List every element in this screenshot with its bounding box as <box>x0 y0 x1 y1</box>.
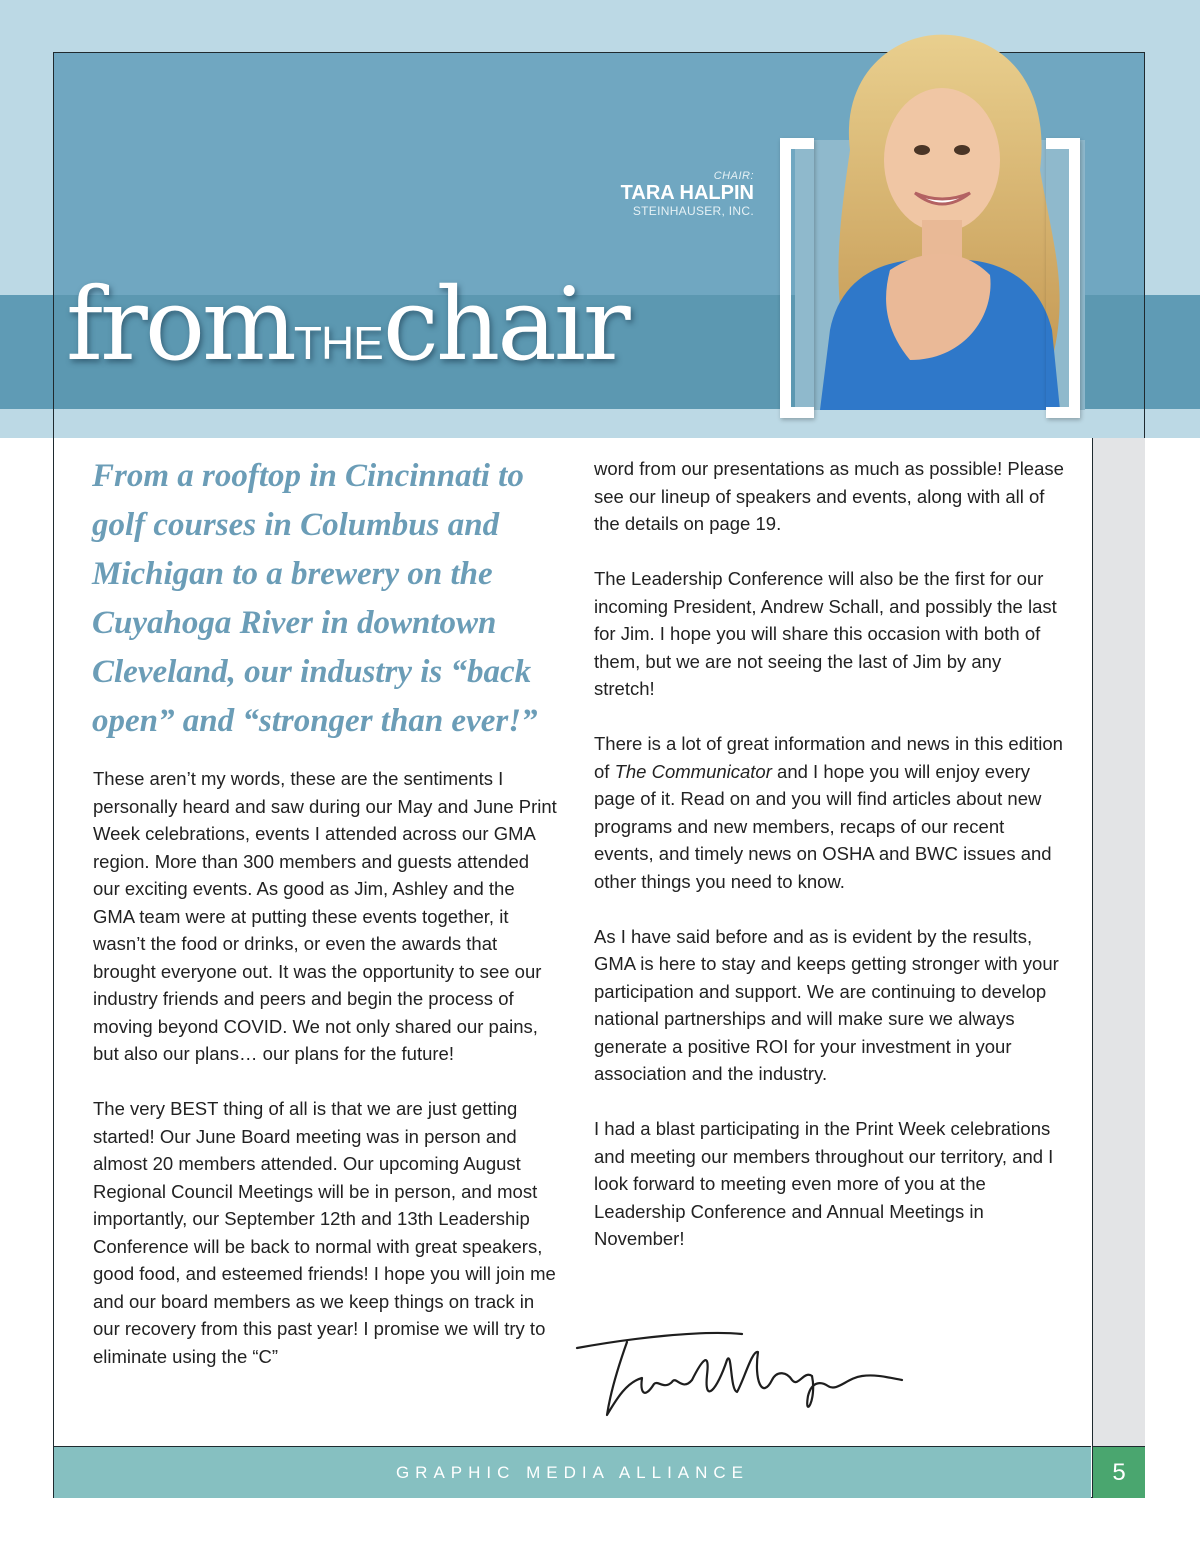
body-paragraph: I had a blast participating in the Print Week celebrations and meeting our members throughout our territory, and I look forward to meeting even more of you at the Leadership Conference and Annual Meetings in November! <box>594 1118 1054 1249</box>
page-title <box>66 266 628 383</box>
title-from: from <box>66 266 294 383</box>
title-the: THE <box>293 317 383 369</box>
body-paragraph: word from our presentations as much as possible! Please see our lineup of speakers and events, along with all of the details on page 19. <box>594 458 1064 534</box>
chair-credit <box>621 170 754 218</box>
body-paragraph <box>594 730 1064 895</box>
body-paragraph: The Leadership Conference will also be the first for our incoming President, Andrew Schall, and possibly the last for Jim. I hope you will share this occasion with both of them, but we are not seeing the last of Jim by any stretch! <box>594 568 1057 699</box>
header-bottom-band <box>54 409 1144 438</box>
right-bracket-decoration <box>1046 138 1080 418</box>
chair-label: CHAIR: <box>713 170 754 182</box>
portrait-photo <box>790 30 1090 410</box>
body-paragraph: As I have said before and as is evident by the results, GMA is here to stay and keeps getting stronger with your participation and support. We are continuing to develop national partnerships and will make sure we always generate a positive ROI for your investment in your association and the industry. <box>594 925 1059 1084</box>
page-number: 5 <box>1092 1446 1145 1498</box>
handwritten-signature <box>572 1320 912 1430</box>
chair-company: STEINHAUSER, INC. <box>632 204 754 218</box>
body-paragraph: These aren’t my words, these are the sentiments I personally heard and saw during our May and June Print Week celebrations, events I attended across our GMA region. More than 300 members and guests attended our exciting events. As good as Jim, Ashley and the GMA team were at putting these events together, it wasn’t the food or drinks, or even the awards that brought everyone out. It was the opportunity to see our industry friends and peers and begin the process of moving beyond COVID. We not only shared our pains, but also our plans… our plans for the future! <box>93 768 557 1064</box>
left-bracket-decoration <box>780 138 814 418</box>
publication-title: The Communicator <box>614 760 772 782</box>
right-column <box>594 455 1064 1280</box>
footer-bar <box>54 1446 1091 1498</box>
right-margin-strip <box>1092 438 1145 1446</box>
body-paragraph: The very BEST thing of all is that we are just getting started! Our June Board meeting was in person and almost 20 members attended. Our upcoming August Regional Council Meetings will be in person, and most importantly, our September 12th and 13th Leadership Conference will be back to normal with great speakers, good food, and esteemed friends! I hope you will join me and our board members as we keep things on track in our recovery from this past year! I promise we will try to eliminate using the “C” <box>93 1098 556 1367</box>
body-text: There is a lot of great information and news in this edition of <box>594 733 1063 782</box>
pull-quote: From a rooftop in Cincinnati to golf courses in Columbus and Michigan to a brewery on the Cuyahoga River in downtown Cleveland, our industry is “back open” and “stronger than ever!” <box>92 458 538 739</box>
body-text: and I hope you will enjoy every page of it. Read on and you will find articles about new programs and new members, recaps of our recent events, and timely news on OSHA and BWC issues and other things you need to know. <box>594 760 1052 892</box>
title-chair: chair <box>382 266 628 383</box>
left-column <box>93 765 558 1398</box>
footer-organization: GRAPHIC MEDIA ALLIANCE <box>395 1462 750 1482</box>
chair-name: TARA HALPIN <box>620 182 754 204</box>
